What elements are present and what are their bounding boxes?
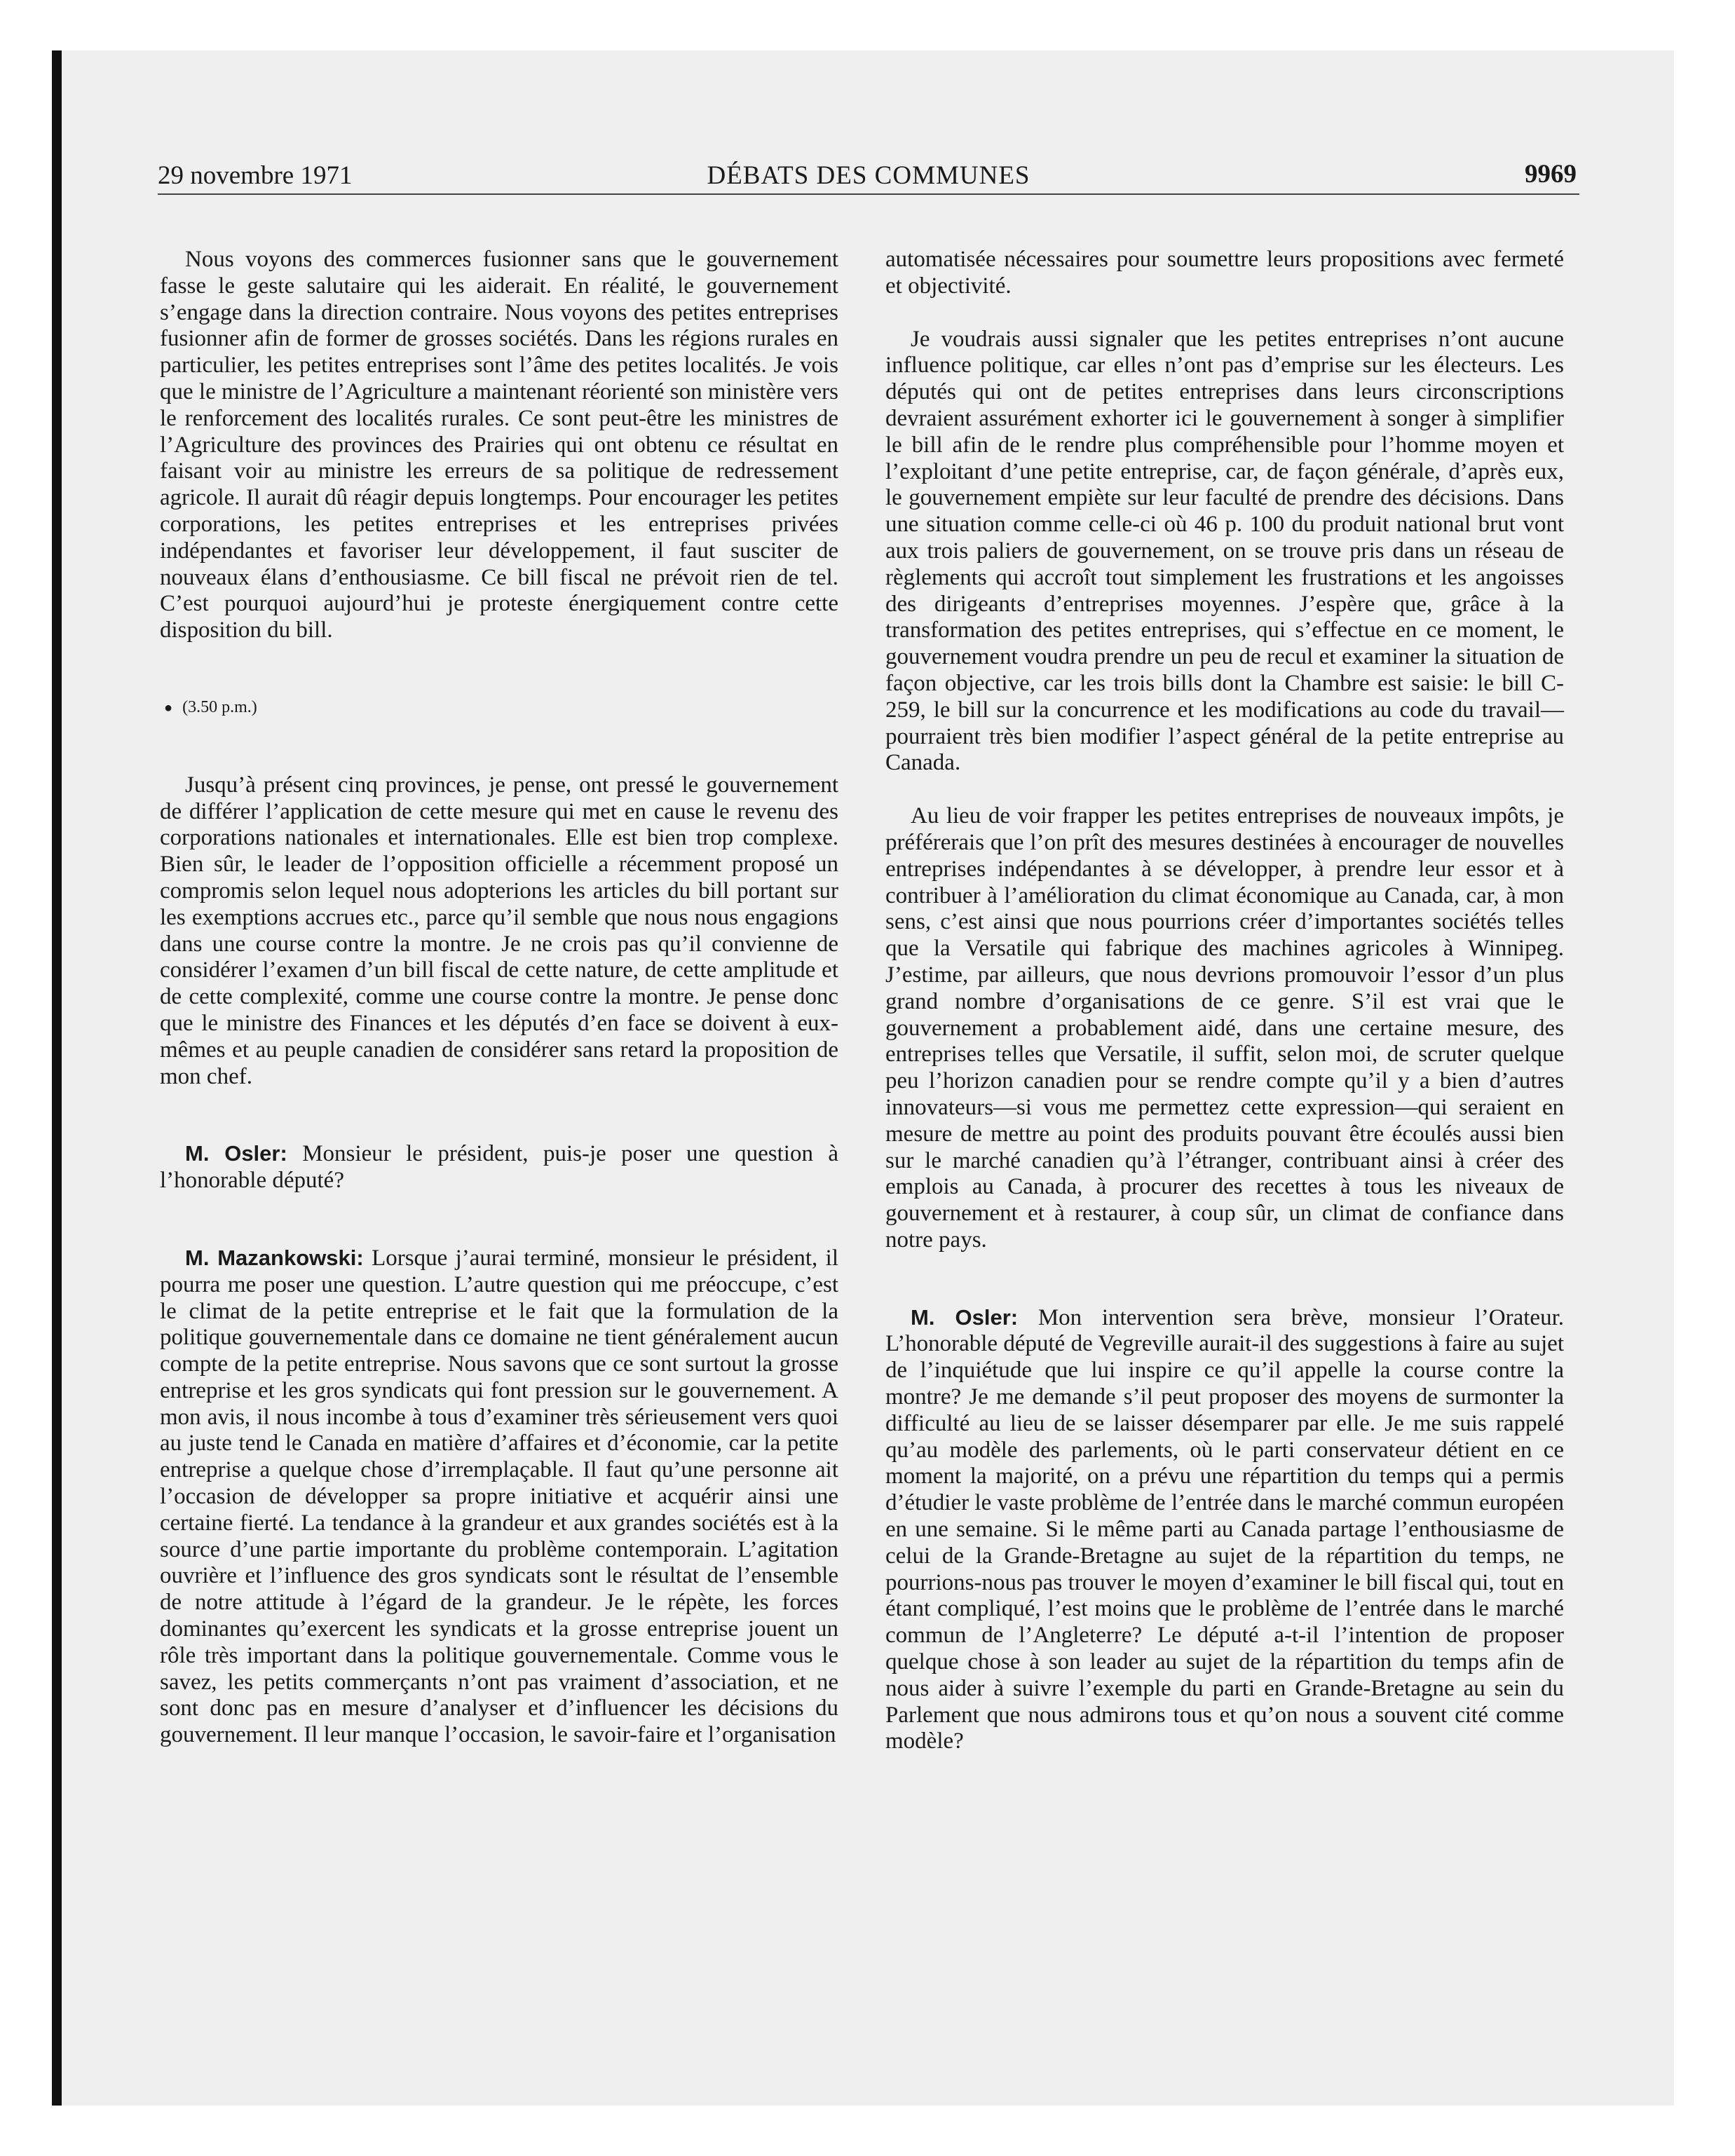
page-header — [158, 157, 1579, 195]
header-date: 29 novembre 1971 — [158, 161, 353, 190]
speech-text: Monsieur le président, puis-je poser une question à l’honorable député? — [160, 1141, 838, 1194]
paragraph: automatisée nécessaires pour soumettre leurs propositions avec fermeté et objectivité. — [885, 247, 1564, 299]
speaker-name: M. Osler: — [911, 1304, 1019, 1330]
time-stamp — [160, 695, 838, 722]
bullet-icon: ● — [164, 700, 173, 716]
header-title: DÉBATS DES COMMUNES — [707, 161, 1030, 190]
page-number: 9969 — [1525, 160, 1577, 189]
right-column — [885, 247, 1564, 1755]
speech-text: Mon intervention sera brève, monsieur l’Orateur. L’honorable député de Vegreville aurait-il des suggestions à faire au sujet de l’inquiétude que lui inspire ce qu’il appelle la course contre la montre? Je me demande s’il peut proposer des moyens de surmonter la difficulté au lieu de se laisser désemparer par elle. Je me suis rappelé qu’au modèle des parlements, où le parti conservateur détient en ce moment la majorité, on a prévu une répartition du temps qui a permis d’étudier le vaste problème de l’entrée dans le marché commun européen en une semaine. Si le même parti au Canada partage l’enthousiasme de celui de la Grande-Bretagne au sujet de la répartition du temps, ne pourrions-nous pas trouver le moyen d’examiner le bill fiscal qui, tout en étant compliqué, l’est moins que le problème de l’entrée dans le marché commun de l’Angleterre? Le député a-t-il l’intention de proposer quelque chose à son leader au sujet de la répartition du temps afin de nous aider à suivre l’exemple du parti en Grande-Bretagne au sein du Parlement que nous admirons tous et qu’on nous a souvent cité comme modèle? — [885, 1304, 1564, 1754]
paragraph: Nous voyons des commerces fusionner sans que le gouvernement fasse le geste salutaire qui les aiderait. En réalité, le gouvernement s’engage dans la direction contraire. Nous voyons des petites entreprises fusionner afin de former de grosses sociétés. Dans les régions rurales en particulier, les petites entreprises sont l’âme des petites localités. Je vois que le ministre de l’Agriculture a maintenant réorienté son ministère vers le renforcement des localités rurales. Ce sont peut-être les ministres de l’Agriculture des provinces des Prairies qui ont obtenu ce résultat en faisant voir au ministre les erreurs de sa politique de redressement agricole. Il aurait dû réagir depuis longtemps. Pour encourager les petites corporations, les petites entreprises et les entreprises privées indépendantes et favoriser leur développement, il faut susciter de nouveaux élans d’enthousiasme. Ce bill fiscal ne prévoit rien de tel. C’est pourquoi aujourd’hui je proteste énergiquement contre cette disposition du bill. — [160, 247, 838, 643]
paragraph: Jusqu’à présent cinq provinces, je pense, ont pressé le gouvernement de différer l’application de cette mesure qui met en cause le revenu des corporations nationales et internationales. Elle est bien trop complexe. Bien sûr, le leader de l’opposition officielle a récemment proposé un compromis selon lequel nous adopterions les articles du bill portant sur les exemptions accrues etc., parce qu’il semble que nous nous engagions dans une course contre la montre. Je ne crois pas qu’il convienne de considérer l’examen d’un bill fiscal de cette nature, de cette amplitude et de cette complexité, comme une course contre la montre. Je pense donc que le ministre des Finances et les députés d’en face se doivent à eux-mêmes et au peuple canadien de considérer sans retard la proposition de mon chef. — [160, 772, 838, 1089]
speaker-name: M. Mazankowski: — [185, 1245, 364, 1270]
paragraph: Je voudrais aussi signaler que les petites entreprises n’ont aucune influence politique, car elles n’ont pas d’emprise sur les électeurs. Les députés qui ont de petites entreprises dans leurs circonscriptions devraient assurément exhorter ici le gouvernement à songer à simplifier le bill afin de le rendre plus compréhensible pour l’homme moyen et l’exploitant d’une petite entreprise, car, de façon générale, d’après eux, le gouvernement empiète sur leur faculté de prendre des décisions. Dans une situation comme celle-ci où 46 p. 100 du produit national brut vont aux trois paliers de gouvernement, on se trouve pris dans un réseau de règlements qui accroît tout simplement les frustrations et les angoisses des dirigeants d’entreprises moyennes. J’espère que, grâce à la transformation des petites entreprises, qui s’effectue en ce moment, le gouvernement voudra prendre un peu de recul et examiner la situation de façon objective, car les trois bills dont la Chambre est saisie: le bill C-259, le bill sur la concurrence et les modifications au code du travail—pourraient très bien modifier l’aspect général de la petite entreprise au Canada. — [885, 326, 1564, 776]
speech-paragraph — [885, 1304, 1564, 1756]
speech-text: Lorsque j’aurai terminé, monsieur le président, il pourra me poser une question. L’autre question qui me préoccupe, c’est le climat de la petite entreprise et le fait que la formulation de la politique gouvernementale dans ce domaine ne tient généralement aucun compte de la petite entreprise. Nous savons que ce sont surtout la grosse entreprise et les gros syndicats qui font pression sur le gouvernement. A mon avis, il nous incombe à tous d’examiner très sérieusement vers quoi au juste tend le Canada en matière d’affaires et d’économie, car la petite entreprise a quelque chose d’irremplaçable. Il faut qu’une personne ait l’occasion de développer sa propre initiative et acquérir ainsi une certaine fierté. La tendance à la grandeur et aux grandes sociétés est à la source d’une partie importante du problème contemporain. L’agitation ouvrière et l’influence des gros syndicats sont le résultat de l’ensemble de notre attitude à l’égard de la grandeur. Je le répète, les forces dominantes qu’exercent les syndicats et la grosse entreprise jouent un rôle très important dans la politique gouvernementale. Comme vous le savez, les petits commerçants n’ont pas vraiment d’association, et ne sont donc pas en mesure d’analyser et d’influencer les décisions du gouvernement. Il leur manque l’occasion, le savoir-faire et l’organisation — [160, 1245, 839, 1748]
time-label: (3.50 p.m.) — [182, 697, 257, 716]
speech-paragraph — [160, 1140, 838, 1194]
paragraph: Au lieu de voir frapper les petites entreprises de nouveaux impôts, je préférerais que l’on prît des mesures destinées à encourager de nouvelles entreprises indépendantes à se développer, à prendre leur essor et à contribuer à l’amélioration du climat économique au Canada, car, à mon sens, c’est ainsi que nous pourrions créer d’importantes sociétés telles que la Versatile qui fabrique des machines agricoles à Winnipeg. J’estime, par ailleurs, que nous devrions promouvoir l’essor d’un plus grand nombre d’organisations de ce genre. S’il est vrai que le gouvernement a probablement aidé, dans une certaine mesure, des entreprises telles que Versatile, il suffit, selon moi, de scruter quelque peu l’horizon canadien pour se rendre compte qu’il y a bien d’autres innovateurs—si vous me permettez cette expression—qui seraient en mesure de mettre au point des produits pouvant être écoulés aussi bien sur le marché canadien qu’à l’étranger, contribuant ainsi à créer des emplois au Canada, à procurer des recettes à tous les niveaux de gouvernement et à restaurer, à coup sûr, un climat de confiance dans notre pays. — [885, 803, 1564, 1253]
speaker-name: M. Osler: — [185, 1141, 287, 1166]
scan-edge-shadow — [52, 50, 62, 2106]
left-column — [160, 247, 838, 1749]
speech-paragraph — [160, 1245, 838, 1749]
